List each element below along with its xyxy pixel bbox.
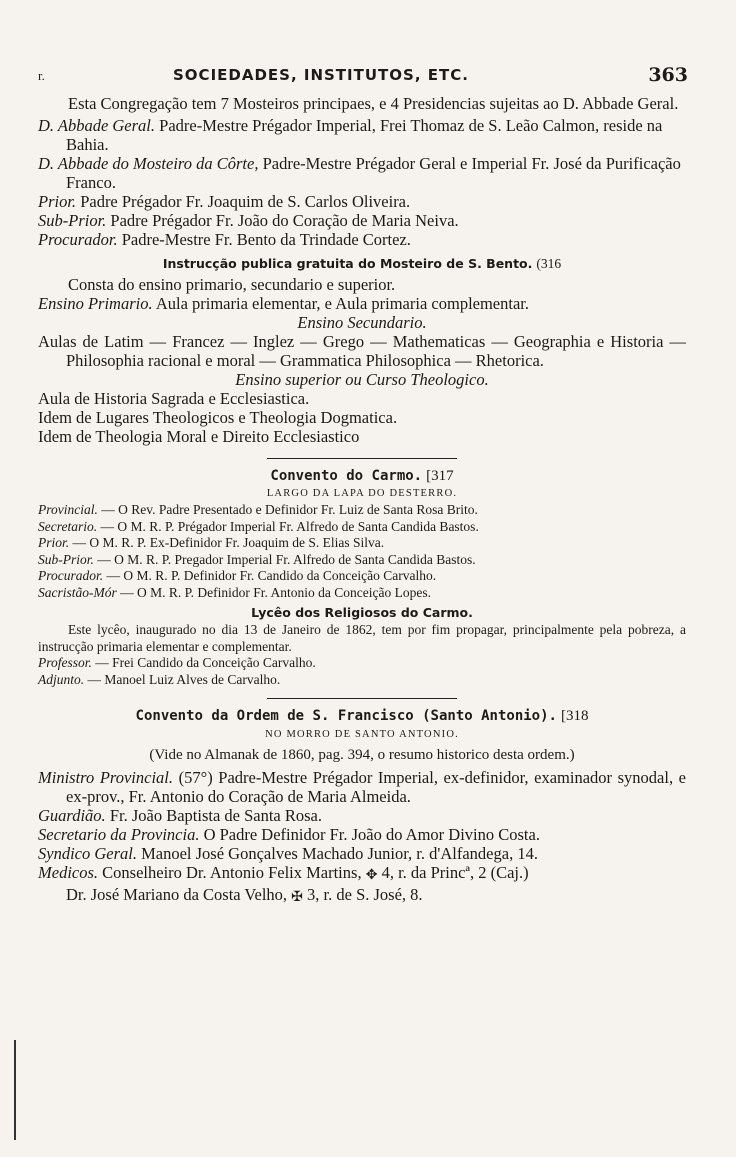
section-heading: [38, 707, 686, 725]
officer-text: (57°) Padre-Mestre Prégador Imperial, ex-definidor, examinador synodal, e ex-prov., Fr. Antonio do Coração de Maria Almeida.: [66, 768, 687, 806]
order-cross-icon: ✠: [291, 890, 303, 905]
officer-text: Padre-Mestre Fr. Bento da Trindade Cortez.: [121, 230, 411, 249]
medicos-label: Medicos.: [38, 863, 99, 882]
secondary-text: Aulas de Latim — Francez — Inglez — Grego — Mathematicas — Geographia e Historia — Philosophia racional e moral — Grammatica Philosophica — Rhetorica.: [38, 332, 686, 370]
primary-label: Ensino Primario.: [38, 294, 153, 313]
officer-entry: [38, 535, 686, 552]
officer-label: Professor.: [38, 655, 92, 670]
margin-line: [14, 1040, 16, 1140]
officer-text: — O M. R. P. Definidor Fr. Candido da Conceição Carvalho.: [106, 568, 437, 583]
officer-label: Syndico Geral.: [38, 844, 137, 863]
francisco-title: Convento da Ordem de S. Francisco (Santo Antonio).: [135, 708, 557, 724]
superior-line: Idem de Lugares Theologicos e Theologia Dogmatica.: [38, 408, 398, 427]
officer-text: — Manoel Luiz Alves de Carvalho.: [87, 671, 281, 687]
medicos-entry: [38, 863, 686, 885]
officer-text: Padre-Mestre Prégador Geral e Imperial Fr. José da Purificação Franco.: [66, 154, 681, 192]
medicos-line2-a: Dr. José Mariano da Costa Velho,: [66, 885, 288, 904]
officer-label: Secretario da Provincia.: [38, 825, 200, 844]
officer-text: — O Rev. Padre Presentado e Definidor Fr. Luiz de Santa Rosa Brito.: [101, 502, 478, 517]
officer-entry: [38, 230, 686, 249]
officer-entry: [38, 116, 686, 154]
lyceo-title: Lycêo dos Religiosos do Carmo.: [251, 605, 473, 620]
carmo-location: LARGO DA LAPA DO DESTERRO.: [266, 488, 458, 499]
officer-label: Provincial.: [38, 502, 98, 517]
medicos-line2-b: 3, r. de S. José, 8.: [307, 885, 423, 904]
officer-entry: [38, 552, 686, 569]
officer-text: — O M. R. P. Prégador Imperial Fr. Alfredo de Santa Candida Bastos.: [100, 518, 479, 534]
officer-label: Secretario.: [38, 518, 98, 534]
officer-entry: [38, 825, 686, 844]
superior-heading: Ensino superior ou Curso Theologico.: [235, 370, 489, 389]
officer-label: D. Abbade Geral.: [38, 116, 156, 135]
officer-entry: [38, 519, 686, 536]
congregation-intro: Esta Congregação tem 7 Mosteiros principaes, e 4 Presidencias sujeitas ao D. Abbade Geral.: [68, 94, 679, 113]
order-rose-icon: ✥: [365, 868, 378, 883]
officer-entry: [38, 806, 686, 825]
officer-label: D. Abbade do Mosteiro da Côrte,: [38, 154, 259, 173]
instruction-title: Instrucção publica gratuita do Mosteiro de S. Bento.: [162, 256, 533, 271]
officer-label: Ministro Provincial.: [38, 768, 173, 787]
officer-text: — O M. R. P. Ex-Definidor Fr. Joaquim de S. Elias Silva.: [72, 535, 385, 550]
officer-text: — Frei Candido da Conceição Carvalho.: [95, 655, 316, 670]
officer-label: Procurador.: [38, 568, 104, 583]
margin-mark: r.: [38, 68, 45, 83]
officer-entry: [38, 154, 686, 192]
officer-text: — O M. R. P. Pregador Imperial Fr. Alfredo de Santa Candida Bastos.: [97, 551, 476, 567]
officer-text: Padre-Mestre Prégador Imperial, Frei Thomaz de S. Leão Calmon, reside na Bahia.: [66, 116, 663, 154]
officer-label: Guardião.: [38, 806, 106, 825]
francisco-note: (Vide no Almanak de 1860, pag. 394, o resumo historico desta ordem.): [149, 747, 575, 763]
page-body: [38, 94, 686, 907]
page-title: SOCIEDADES, INSTITUTOS, ETC.: [173, 66, 469, 84]
running-header: [38, 64, 688, 90]
officer-entry: [38, 585, 686, 602]
officer-entry: [38, 768, 686, 806]
officer-entry: [38, 672, 686, 689]
instruction-number: (316: [536, 256, 562, 271]
lyceo-text: Este lycêo, inaugurado no dia 13 de Janeiro de 1862, tem por fim propagar, principalmente pela pobreza, a instrucção primaria elementar e complementar.: [38, 622, 686, 654]
officer-entry: [38, 655, 686, 672]
primary-teaching: [38, 294, 686, 313]
officer-text: Padre Prégador Fr. Joaquim de S. Carlos Oliveira.: [80, 192, 411, 211]
medicos-line1-a: Conselheiro Dr. Antonio Felix Martins,: [102, 863, 362, 882]
officer-label: Prior.: [38, 535, 70, 550]
superior-line: Idem de Theologia Moral e Direito Ecclesiastico: [38, 427, 360, 446]
francisco-officers: [38, 768, 686, 907]
officer-text: Padre Prégador Fr. João do Coração de Maria Neiva.: [110, 211, 459, 230]
page-number: 363: [648, 64, 688, 86]
officer-entry: [38, 502, 686, 519]
carmo-number: [317: [426, 468, 454, 484]
instruction-heading: [38, 255, 686, 273]
officer-label: Sacristão-Mór: [38, 584, 117, 600]
officer-label: Procurador.: [38, 230, 118, 249]
officer-entry: [38, 192, 686, 211]
officer-label: Sub-Prior.: [38, 211, 107, 230]
francisco-number: [318: [560, 708, 589, 724]
secondary-heading: Ensino Secundario.: [297, 313, 427, 332]
section-divider: [267, 458, 457, 459]
medicos-entry: [38, 885, 686, 907]
carmo-title: Convento do Carmo.: [270, 468, 423, 484]
carmo-officers: [38, 502, 686, 601]
section-heading: [38, 467, 686, 485]
officer-label: Adjunto.: [38, 671, 85, 687]
superior-line: Aula de Historia Sagrada e Ecclesiastica.: [38, 389, 310, 408]
officer-entry: [38, 844, 686, 863]
section-divider: [267, 698, 457, 699]
francisco-location: NO MORRO DE SANTO ANTONIO.: [265, 729, 459, 740]
officer-text: Fr. João Baptista de Santa Rosa.: [109, 806, 323, 825]
officer-text: — O M. R. P. Definidor Fr. Antonio da Conceição Lopes.: [120, 584, 431, 600]
medicos-line1-b: 4, r. da Princª, 2 (Caj.): [381, 863, 529, 882]
officer-label: Prior.: [38, 192, 77, 211]
officer-text: Manoel José Gonçalves Machado Junior, r. d'Alfandega, 14.: [141, 844, 538, 863]
officer-entry: [38, 211, 686, 230]
primary-text: Aula primaria elementar, e Aula primaria complementar.: [155, 294, 529, 313]
officer-entry: [38, 568, 686, 585]
officer-label: Sub-Prior.: [38, 551, 94, 567]
instruction-intro: Consta do ensino primario, secundario e superior.: [68, 275, 396, 294]
officer-text: O Padre Definidor Fr. João do Amor Divino Costa.: [203, 825, 540, 844]
